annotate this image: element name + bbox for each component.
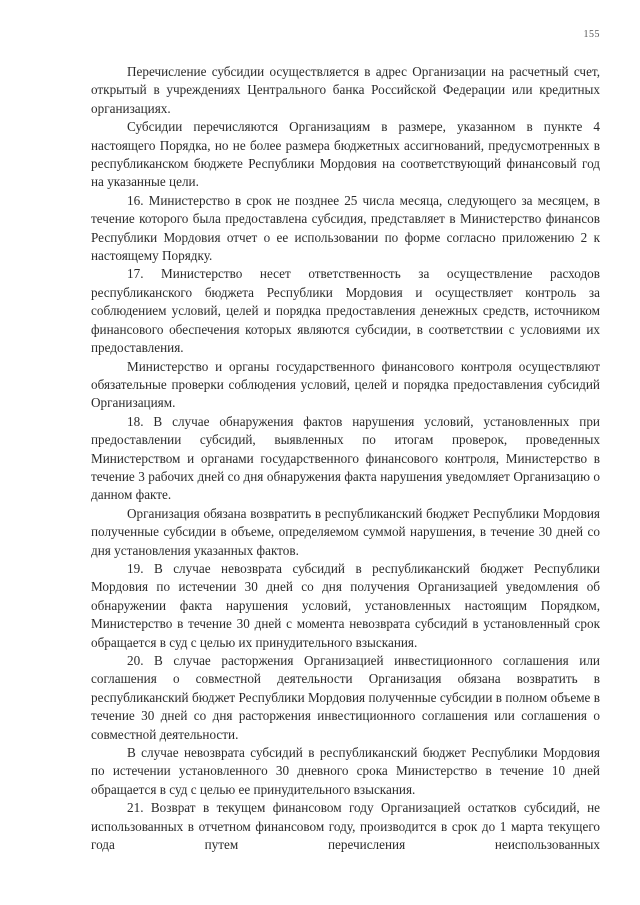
paragraph: В случае невозврата субсидий в республиканский бюджет Республики Мордовия по истечении установленного 30 дневного срока Министерство в течение 10 дней обращается в суд с целью ее принудительного взыскания. bbox=[91, 745, 600, 797]
document-body bbox=[91, 63, 600, 854]
paragraph: Перечисление субсидии осуществляется в адрес Организации на расчетный счет, открытый в учреждениях Центрального банка Российской Федерации или кредитных организациях. bbox=[91, 64, 600, 116]
paragraph: 21. Возврат в текущем финансовом году Организацией остатков субсидий, не использованных в отчетном финансовом году, производится в срок до 1 марта текущего года путем перечисления неиспользованных bbox=[91, 800, 600, 853]
paragraph: 19. В случае невозврата субсидий в республиканский бюджет Республики Мордовия по истечении 30 дней со дня получения Организацией уведомления об обнаружении факта нарушения условий, установленных настоящим Порядком, Министерство в течение 30 дней с момента невозврата субсидий в установленный срок обращается в суд с целью их принудительного взыскания. bbox=[91, 560, 600, 650]
paragraph: Министерство и органы государственного финансового контроля осуществляют обязательные проверки соблюдения условий, целей и порядка предоставления субсидий Организациям. bbox=[91, 358, 600, 411]
paragraph: 16. Министерство в срок не позднее 25 числа месяца, следующего за месяцем, в течение которого была предоставлена субсидия, представляет в Министерство финансов Республики Мордовия отчет о ее использовании по форме согласно приложению 2 к настоящему Порядку. bbox=[91, 192, 600, 264]
paragraph: Организация обязана возвратить в республиканский бюджет Республики Мордовия полученные субсидии в объеме, определяемом суммой нарушения, в течение 30 дней со дня установления указанных фактов. bbox=[91, 505, 600, 558]
paragraph: 18. В случае обнаружения фактов нарушения условий, установленных при предоставлении субсидий, выявленных по итогам проверок, проведенных Министерством и органами государственного финансового контроля, Министерство в течение 3 рабочих дней со дня обнаружения факта нарушения уведомляет Организацию о данном факте. bbox=[91, 413, 600, 503]
paragraph: Субсидии перечисляются Организациям в размере, указанном в пункте 4 настоящего Порядка, но не более размера бюджетных ассигнований, предусмотренных в республиканском бюджете Республики Мордовия на соответствующий финансовый год на указанные цели. bbox=[91, 119, 600, 190]
page-number: 155 bbox=[583, 29, 600, 40]
paragraph: 17. Министерство несет ответственность за осуществление расходов республиканского бюджета Республики Мордовия и осуществляет контроль за соблюдением условий, целей и порядка предоставления денежных средств, источником финансового обеспечения которых являются субсидии, в соответствии с условиями их предоставления. bbox=[91, 266, 600, 356]
paragraph: 20. В случае расторжения Организацией инвестиционного соглашения или соглашения о совместной деятельности Организация обязана возвратить в республиканский бюджет Республики Мордовия полученные субсидии в полном объеме в течение 30 дней со дня расторжения инвестиционного соглашения или соглашения о совместной деятельности. bbox=[91, 653, 600, 742]
